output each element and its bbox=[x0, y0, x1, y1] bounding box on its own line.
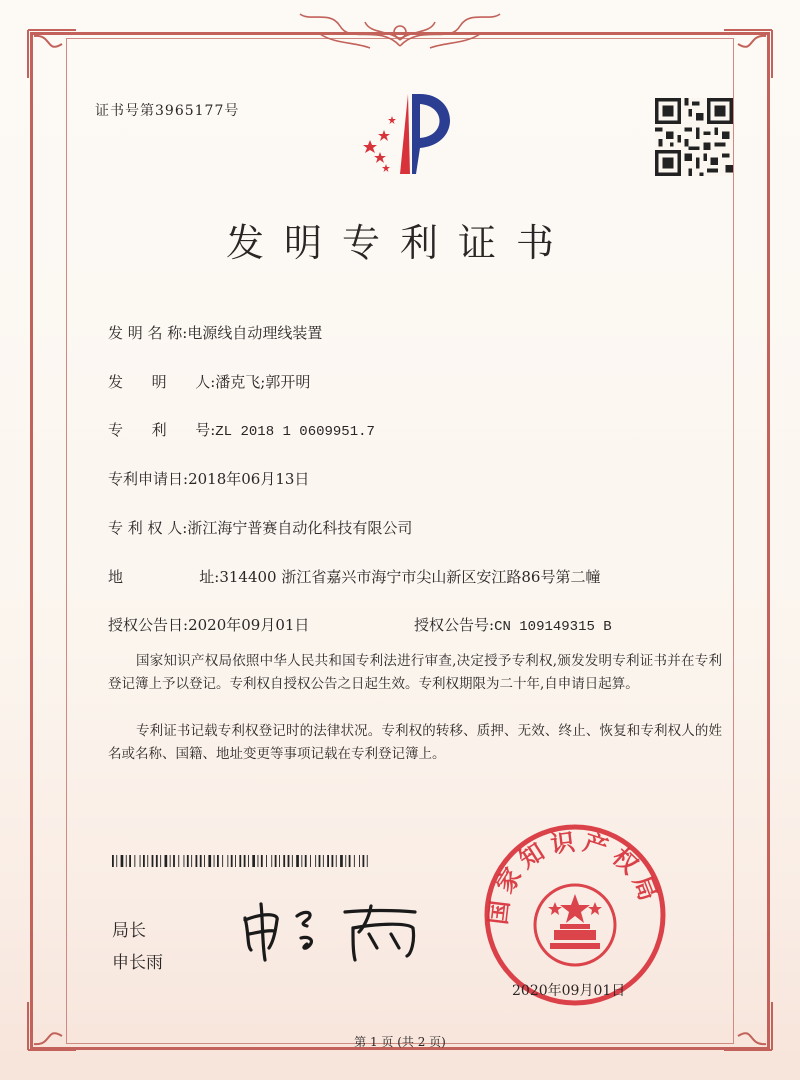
invention-name-value: 电源线自动理线装置 bbox=[187, 324, 323, 342]
grant-number-value: CN 109149315 B bbox=[494, 619, 612, 635]
barcode-icon bbox=[112, 855, 370, 867]
grant-statement-paragraph: 国家知识产权局依照中华人民共和国专利法进行审查,决定授予专利权,颁发发明专利证书并在专利登记簿上予以登记。专利权自授权公告之日起生效。专利权期限为二十年,自申请日起算。 bbox=[108, 653, 722, 692]
patent-number-value: ZL 2018 1 0609951.7 bbox=[215, 424, 375, 440]
corner-ornament-top-right bbox=[718, 24, 778, 84]
grant-date-row bbox=[108, 614, 309, 635]
patentee-value: 浙江海宁普赛自动化科技有限公司 bbox=[187, 519, 413, 537]
inventor-label: 发 明 人: bbox=[108, 373, 216, 391]
qr-code-icon bbox=[655, 98, 733, 176]
patent-number-label: 专 利 号: bbox=[108, 421, 216, 439]
inventor-value: 潘克飞;郭开明 bbox=[215, 373, 311, 391]
certificate-number: 证书号第3965177号 bbox=[95, 103, 240, 119]
inventor-row bbox=[108, 371, 310, 392]
director-name: 申长雨 bbox=[112, 953, 163, 973]
grant-date-label: 授权公告日: bbox=[108, 616, 189, 634]
address-row bbox=[108, 566, 600, 587]
invention-name-row bbox=[108, 322, 322, 343]
top-ornament bbox=[280, 4, 520, 54]
grant-number-label: 授权公告号: bbox=[414, 616, 495, 634]
legal-status-paragraph: 专利证书记载专利权登记时的法律状况。专利权的转移、质押、无效、终止、恢复和专利权人的姓名或名称、国籍、地址变更等事项记载在专利登记簿上。 bbox=[108, 723, 722, 762]
filing-date-value: 2018年06月13日 bbox=[188, 470, 310, 488]
address-label: 地 址: bbox=[108, 568, 220, 586]
corner-ornament-top-left bbox=[22, 24, 82, 84]
handwritten-signature bbox=[235, 898, 435, 963]
patent-number-row bbox=[108, 419, 375, 440]
address-value: 314400 浙江省嘉兴市海宁市尖山新区安江路86号第二幢 bbox=[219, 568, 601, 586]
seal-text: 国家知识产权局 bbox=[483, 827, 665, 927]
grant-number-row bbox=[414, 614, 612, 635]
patentee-label: 专 利 权 人: bbox=[108, 519, 188, 537]
filing-date-label: 专利申请日: bbox=[108, 470, 189, 488]
patent-office-logo-icon bbox=[350, 86, 480, 186]
invention-name-label: 发 明 名 称: bbox=[108, 324, 188, 342]
grant-date-value: 2020年09月01日 bbox=[188, 616, 310, 634]
director-title: 局长 bbox=[112, 921, 146, 941]
page-indicator: 第 1 页 (共 2 页) bbox=[354, 1035, 446, 1049]
patentee-row bbox=[108, 517, 412, 538]
issue-date: 2020年09月01日 bbox=[512, 983, 626, 999]
certificate-title: 发明专利证书 bbox=[225, 221, 574, 265]
filing-date-row bbox=[108, 468, 309, 489]
